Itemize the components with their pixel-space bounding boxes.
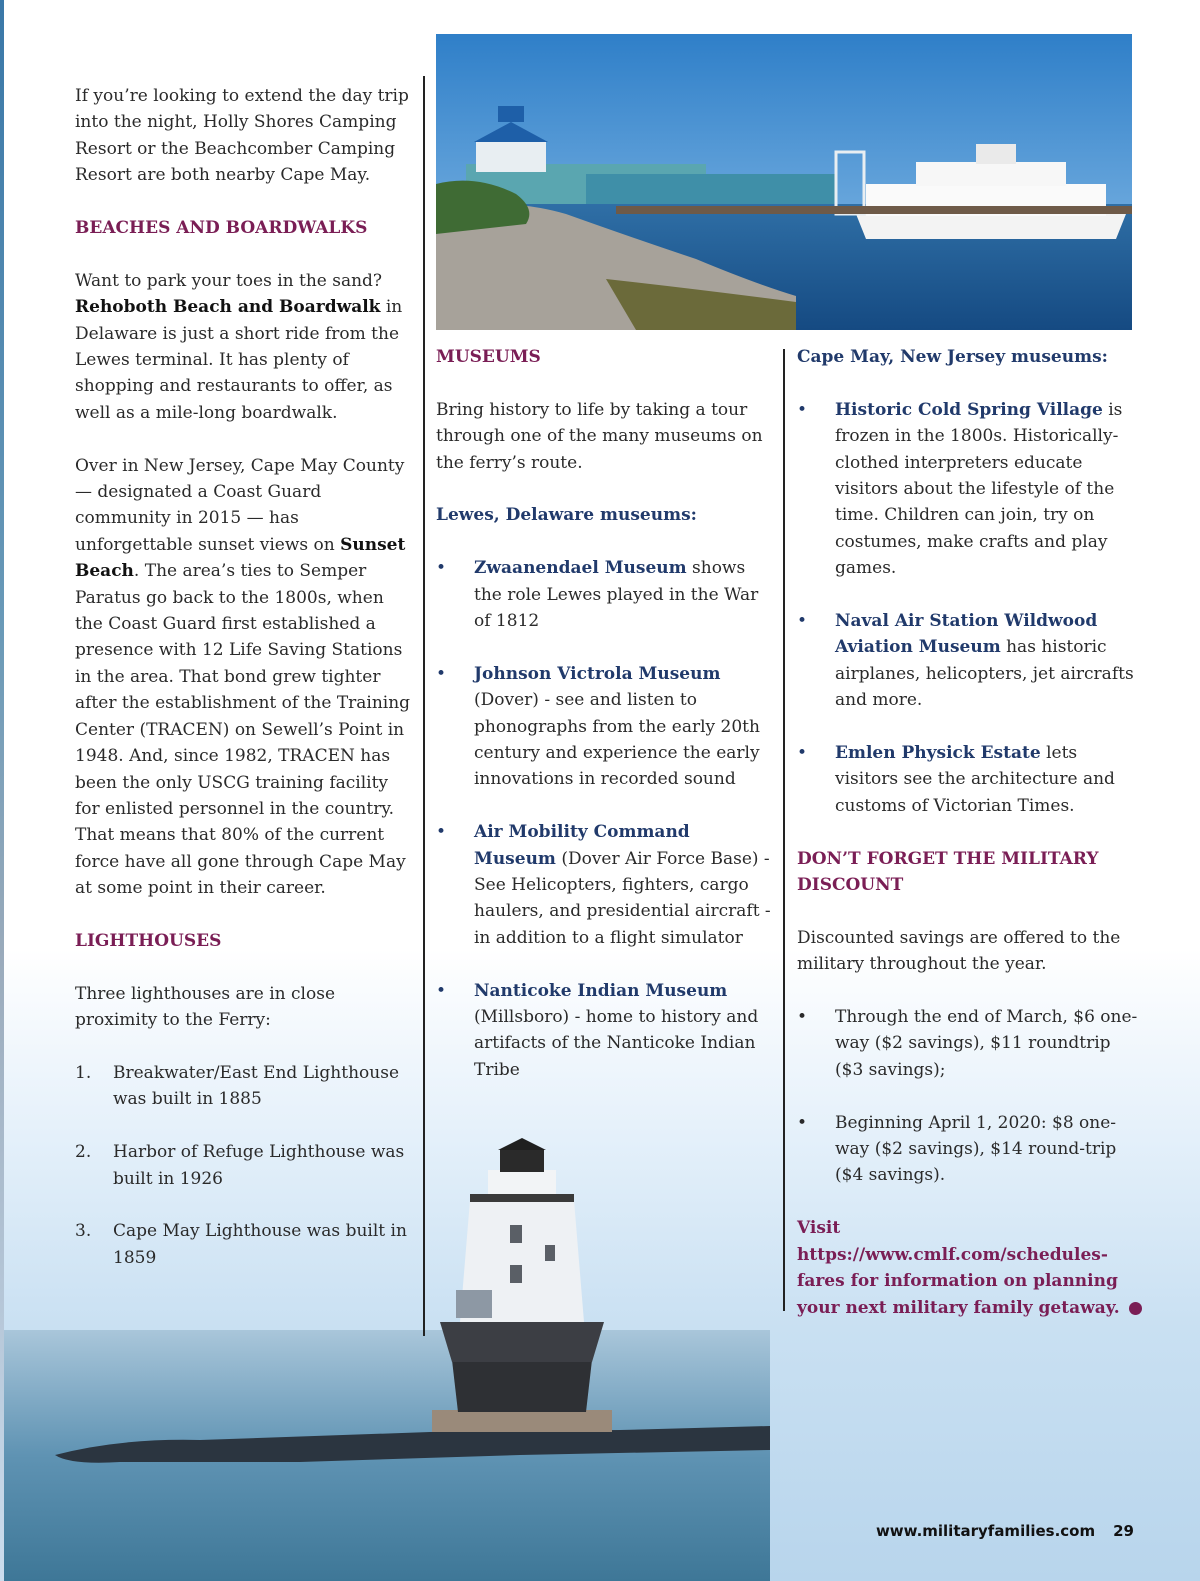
discount-heading: DON’T FORGET THE MILITARY DISCOUNT bbox=[797, 848, 1099, 896]
camping-paragraph: If you’re looking to extend the day trip into the night, Holly Shores Camping Resort or the Beachcomber Camping Resort are both nearby Cape May. bbox=[75, 86, 409, 186]
museums-intro: Bring history to life by taking a tour through one of the many museums on the ferry’s route. bbox=[436, 399, 763, 473]
lewes-museum-list bbox=[436, 555, 776, 1083]
list-item: • Beginning April 1, 2020: $8 one-way ($2 savings), $14 round-trip ($4 savings). bbox=[797, 1112, 1117, 1186]
end-mark-icon bbox=[1129, 1302, 1142, 1315]
column-divider-left bbox=[423, 76, 425, 1336]
page-edge-strip bbox=[0, 0, 4, 1581]
discount-list bbox=[797, 1004, 1142, 1189]
rehoboth-bold: Rehoboth Beach and Boardwalk bbox=[75, 297, 381, 318]
list-item: • Emlen Physick Estate lets visitors see the architecture and customs of Victorian Times. bbox=[797, 743, 1115, 816]
beaches-heading: BEACHES AND BOARDWALKS bbox=[75, 218, 368, 239]
column-divider-right bbox=[783, 349, 785, 1311]
page-footer bbox=[858, 1522, 1134, 1540]
page-number: 29 bbox=[1113, 1522, 1134, 1540]
list-item: • Nanticoke Indian Museum (Millsboro) - home to history and artifacts of the Nanticoke Indian Tribe bbox=[436, 980, 759, 1080]
list-item: 3. Cape May Lighthouse was built in 1859 bbox=[75, 1221, 407, 1268]
sunset-beach-bold: Sunset Beach bbox=[75, 534, 406, 582]
column-1 bbox=[75, 83, 415, 1271]
column-2 bbox=[436, 344, 776, 1110]
ferry-terminal-photo bbox=[436, 34, 1132, 330]
discount-intro: Discounted savings are offered to the military throughout the year. bbox=[797, 927, 1121, 975]
list-item: • Through the end of March, $6 one-way ($2 savings), $11 roundtrip ($3 savings); bbox=[797, 1007, 1138, 1080]
list-item: 2. Harbor of Refuge Lighthouse was built in 1926 bbox=[75, 1142, 405, 1189]
lighthouses-intro: Three lighthouses are in close proximity to the Ferry: bbox=[75, 983, 336, 1031]
list-item: • Naval Air Station Wildwood Aviation Museum has historic airplanes, helicopters, jet aircrafts and more. bbox=[797, 611, 1134, 711]
list-item: • Air Mobility Command Museum (Dover Air Force Base) - See Helicopters, fighters, cargo haulers, and presidential aircraft - in addition to a flight simulator bbox=[436, 822, 771, 948]
cape-may-paragraph: Over in New Jersey, Cape May County — designated a Coast Guard community in 2015 — has unforgettable sunset views on Sunset Beach. The area’s ties to Semper Paratus go back to the 1800s, when the Coast Guard first established a presence with 12 Life Saving Stations in the area. That bond grew tighter after the establishment of the Training Center (TRACEN) on Sewell’s Point in 1948. And, since 1982, TRACEN has been the only USCG training facility for enlisted personnel in the country. That means that 80% of the current force have all gone through Cape May at some point in their career. bbox=[75, 455, 411, 899]
footer-url[interactable]: www.militaryfamilies.com bbox=[875, 1522, 1096, 1540]
rehoboth-paragraph: Want to park your toes in the sand? Rehoboth Beach and Boardwalk in Delaware is just a short ride from the Lewes terminal. It has plenty of shopping and restaurants to offer, as well as a mile-long boardwalk. bbox=[75, 270, 403, 423]
lewes-heading: Lewes, Delaware museums: bbox=[436, 505, 697, 526]
museums-heading: MUSEUMS bbox=[436, 347, 541, 367]
list-item: • Johnson Victrola Museum (Dover) - see and listen to phonographs from the early 20th century and experience the early innovations in recorded sound bbox=[436, 663, 760, 790]
lighthouse-list bbox=[75, 1060, 415, 1271]
list-item: • Zwaanendael Museum shows the role Lewes played in the War of 1812 bbox=[436, 558, 759, 632]
visit-link-text[interactable]: Visit https://www.cmlf.com/schedules-fares for information on planning your next military family getaway. bbox=[797, 1215, 1142, 1321]
cape-may-museum-list bbox=[797, 397, 1142, 819]
lighthouses-heading: LIGHTHOUSES bbox=[75, 930, 222, 951]
list-item: 1. Breakwater/East End Lighthouse was built in 1885 bbox=[75, 1062, 400, 1110]
column-3 bbox=[797, 344, 1142, 1321]
list-item: • Historic Cold Spring Village is frozen in the 1800s. Historically-clothed interpreters educate visitors about the lifestyle of the time. Children can join, try on costumes, make crafts and play games. bbox=[797, 399, 1123, 579]
cape-may-museums-heading: Cape May, New Jersey museums: bbox=[797, 347, 1108, 367]
